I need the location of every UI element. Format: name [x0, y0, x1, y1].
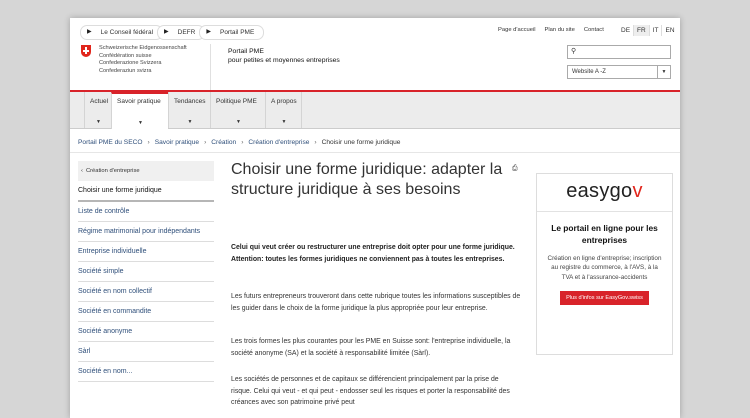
link-contact[interactable]: Contact: [583, 27, 604, 33]
top-crumb-defr[interactable]: ▶ DEFR: [157, 25, 205, 40]
easygov-description: Création en ligne d'entreprise; inscription au registre du commerce, à l'AVS, à la TVA et à l'assurance-accidents: [547, 255, 662, 281]
search-icon[interactable]: ⚲: [571, 48, 577, 55]
chevron-right-icon: ▶: [206, 29, 211, 35]
chevron-right-icon: ›: [314, 139, 317, 146]
caret-down-icon: ▼: [138, 120, 143, 126]
easygov-logo[interactable]: easygov: [566, 180, 643, 202]
paragraph-3: Les sociétés de personnes et de capitaux se différencient principalement par la prise de risque. Celui qui veut - et qui peut - endosser seul les risques et porter la responsabilité des créances avec son patrimoine privé peut: [231, 376, 510, 406]
caret-down-icon: ▼: [281, 119, 287, 125]
lead-paragraph: Celui qui veut créer ou restructurer une entreprise doit opter pour une forme juridique. Attention: toutes les formes juridiques ne conviennent pas à toutes les entreprises.: [231, 244, 515, 263]
sidebar-item-societe-anonyme[interactable]: Société anonyme: [78, 322, 214, 342]
top-crumb-portail[interactable]: ▶ Portail PME: [199, 25, 264, 40]
chevron-right-icon: ▶: [87, 29, 92, 35]
crumb-savoir-pratique[interactable]: Savoir pratique: [154, 139, 200, 146]
divider: [537, 211, 672, 212]
crumb-portail-seco[interactable]: Portail PME du SECO: [78, 139, 143, 146]
tab-politique-pme[interactable]: Politique PME ▼: [210, 92, 265, 128]
sidebar-item-regime-matrimonial[interactable]: Régime matrimonial pour indépendants: [78, 222, 214, 242]
lang-fr[interactable]: FR: [633, 25, 649, 36]
sidebar-item-commandite[interactable]: Société en commandite: [78, 302, 214, 322]
swiss-crest-icon[interactable]: [81, 45, 91, 57]
tab-tendances[interactable]: Tendances ▼: [168, 92, 210, 128]
crumb-current: Choisir une forme juridique: [321, 139, 401, 146]
breadcrumb: [78, 139, 400, 146]
site-title[interactable]: Portail PME pour petites et moyennes entreprises: [228, 48, 340, 64]
easygov-button[interactable]: Plus d'infos sur EasyGov.swiss: [560, 291, 649, 305]
divider: [70, 152, 680, 153]
main-nav: [70, 92, 680, 129]
caret-down-icon: ▼: [236, 119, 241, 125]
sidebar-item-sarl[interactable]: Sàrl: [78, 342, 214, 362]
top-breadcrumb: [80, 25, 258, 40]
caret-down-icon: ▼: [187, 119, 193, 125]
crumb-creation-entreprise[interactable]: Création d'entreprise: [248, 139, 310, 146]
page-title: Choisir une forme juridique: adapter la structure juridique à ses besoins: [231, 161, 503, 198]
lang-en[interactable]: EN: [661, 25, 677, 36]
sidebar-item-nom-collectif[interactable]: Société en nom collectif: [78, 282, 214, 302]
sidebar-back-link[interactable]: ‹ Création d'entreprise: [78, 161, 214, 181]
top-crumb-conseil[interactable]: ▶ Le Conseil fédéral: [80, 25, 163, 40]
print-icon[interactable]: ⎙: [512, 165, 518, 172]
sidebar-item-liste-controle[interactable]: Liste de contrôle: [78, 202, 214, 222]
chevron-right-icon: ›: [241, 139, 244, 146]
tab-a-propos[interactable]: A propos ▼: [265, 92, 302, 128]
lang-de[interactable]: DE: [621, 27, 631, 34]
search-input[interactable]: [567, 45, 671, 59]
sidebar-item-forme-juridique[interactable]: Choisir une forme juridique: [78, 181, 214, 202]
federal-name: Schweizerische Eidgenossenschaft Confédération suisse Confederazione Svizzera Confederaziun svizra: [99, 45, 187, 74]
easygov-teaser: [536, 173, 673, 355]
crumb-creation[interactable]: Création: [211, 139, 237, 146]
language-switcher: [618, 25, 678, 36]
lang-it[interactable]: IT: [649, 25, 662, 36]
chevron-left-icon: ‹: [81, 168, 83, 174]
sidebar: [78, 161, 214, 382]
chevron-right-icon: ▶: [164, 29, 169, 35]
paragraph-2: Les trois formes les plus courantes pour les PME en Suisse sont: l'entreprise individuelle, la société anonyme (SA) et la société à responsabilité limitée (Sàrl).: [231, 338, 511, 357]
tab-actuel[interactable]: Actuel ▼: [84, 92, 111, 128]
sidebar-item-societe-simple[interactable]: Société simple: [78, 262, 214, 282]
sidebar-item-next[interactable]: Société en nom...: [78, 362, 214, 382]
header-divider: [210, 44, 211, 94]
website-az-select[interactable]: Website A -Z ▼: [567, 65, 671, 79]
easygov-title: Le portail en ligne pour les entreprises: [551, 223, 658, 245]
chevron-right-icon: ›: [204, 139, 207, 146]
sidebar-item-entreprise-individuelle[interactable]: Entreprise individuelle: [78, 242, 214, 262]
paragraph-1: Les futurs entrepreneurs trouveront dans cette rubrique toutes les informations susceptibles de les guider dans le choix de la forme juridique la plus appropriée pour leur entreprise.: [231, 293, 521, 312]
tab-savoir-pratique[interactable]: Savoir pratique ▼: [111, 92, 168, 129]
page: [70, 18, 680, 418]
link-home[interactable]: Page d'accueil: [498, 27, 536, 33]
top-links: [498, 27, 613, 33]
caret-down-icon: ▼: [96, 119, 101, 125]
link-sitemap[interactable]: Plan du site: [544, 27, 575, 33]
chevron-right-icon: ›: [147, 139, 150, 146]
chevron-down-icon: ▼: [657, 66, 670, 78]
